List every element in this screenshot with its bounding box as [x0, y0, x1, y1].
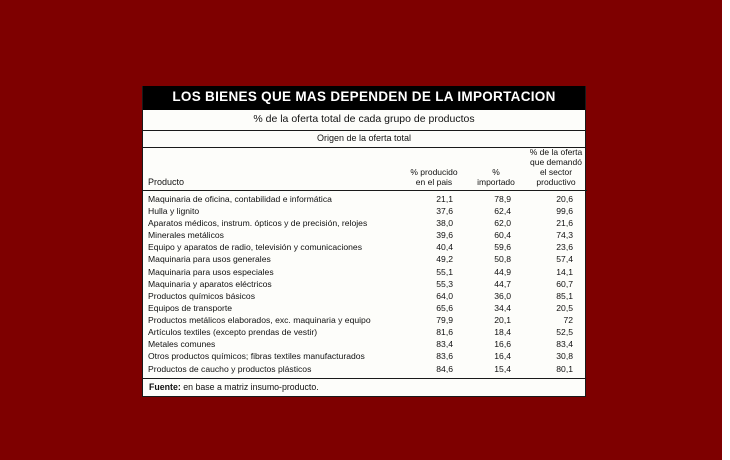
cell-value: 83,6 — [436, 351, 453, 362]
cell-value: 37,6 — [436, 205, 453, 216]
cell-product: Maquinaria y aparatos eléctricos — [148, 278, 272, 289]
col-header-demanded — [525, 168, 587, 191]
cell-value: 30,8 — [556, 351, 573, 362]
cell-value: 44,7 — [494, 278, 511, 289]
cell-product: Minerales metálicos — [148, 230, 224, 241]
header-row — [143, 168, 587, 191]
cell-product: Metales comunes — [148, 339, 216, 350]
cell-value: 74,3 — [556, 230, 573, 241]
data-table — [143, 148, 587, 378]
table-row — [143, 206, 587, 218]
col-demanded-line1: % de la oferta — [529, 147, 583, 158]
col-demanded-line4: productivo — [536, 176, 576, 187]
table-row — [143, 290, 587, 302]
cell-value: 64,0 — [436, 290, 453, 301]
cell-value: 20,1 — [494, 315, 511, 326]
cell-value: 81,6 — [436, 327, 453, 338]
statistics-table-card — [142, 86, 586, 397]
page-title: LOS BIENES QUE MAS DEPENDEN DE LA IMPORTACION — [143, 86, 585, 110]
table-row — [143, 351, 587, 363]
table-row — [143, 339, 587, 351]
cell-value: 16,4 — [494, 351, 511, 362]
column-group-header: Origen de la oferta total — [143, 131, 585, 148]
cell-product: Maquinaria de oficina, contabilidad e informática — [148, 193, 332, 204]
table-row — [143, 327, 587, 339]
cell-value: 78,9 — [494, 193, 511, 204]
col-header-produced — [401, 168, 467, 191]
table-row — [143, 191, 587, 206]
cell-product: Artículos textiles (excepto prendas de vestir) — [148, 327, 318, 338]
cell-product: Maquinaria para usos generales — [148, 254, 271, 265]
cell-product: Productos metálicos elaborados, exc. maquinaria y equipo — [148, 315, 371, 326]
source-text: en base a matriz insumo-producto. — [180, 381, 319, 392]
cell-value: 60,7 — [556, 278, 573, 289]
table-row — [143, 303, 587, 315]
table-subtitle: % de la oferta total de cada grupo de productos — [143, 110, 585, 132]
col-produced-line1: % producido — [410, 166, 458, 177]
cell-product: Equipos de transporte — [148, 302, 233, 313]
cell-product: Hulla y lignito — [148, 205, 200, 216]
cell-product: Otros productos químicos; fibras textiles manufacturados — [148, 351, 365, 362]
cell-value: 65,6 — [436, 302, 453, 313]
cell-value: 83,4 — [556, 339, 573, 350]
table-row — [143, 315, 587, 327]
cell-value: 83,4 — [436, 339, 453, 350]
cell-value: 15,4 — [494, 363, 511, 374]
cell-value: 59,6 — [494, 242, 511, 253]
cell-product: Equipo y aparatos de radio, televisión y comunicaciones — [148, 242, 363, 253]
cell-value: 16,6 — [494, 339, 511, 350]
cell-value: 21,6 — [556, 218, 573, 229]
col-demanded-line2: que demandó — [530, 157, 582, 168]
cell-product: Aparatos médicos, instrum. ópticos y de precisión, relojes — [148, 218, 368, 229]
table-body — [143, 191, 587, 378]
cell-value: 72 — [563, 315, 573, 326]
cell-value: 60,4 — [494, 230, 511, 241]
cell-value: 55,1 — [436, 266, 453, 277]
cell-value: 20,6 — [556, 193, 573, 204]
cell-value: 39,6 — [436, 230, 453, 241]
cell-value: 40,4 — [436, 242, 453, 253]
col-imported-line1: % — [492, 166, 500, 177]
table-row — [143, 230, 587, 242]
cell-value: 18,4 — [494, 327, 511, 338]
table-row — [143, 218, 587, 230]
cell-value: 85,1 — [556, 290, 573, 301]
cell-value: 44,9 — [494, 266, 511, 277]
cell-product: Productos de caucho y productos plásticos — [148, 363, 312, 374]
cell-product: Productos químicos básicos — [148, 290, 255, 301]
table-head — [143, 148, 587, 191]
cell-product: Maquinaria para usos especiales — [148, 266, 274, 277]
cell-value: 23,6 — [556, 242, 573, 253]
cell-value: 79,9 — [436, 315, 453, 326]
col-produced-line2: en el pais — [415, 176, 453, 187]
table-row — [143, 278, 587, 290]
cell-value: 99,6 — [556, 205, 573, 216]
cell-value: 38,0 — [436, 218, 453, 229]
source-note — [143, 378, 585, 396]
col-demanded-line3: el sector — [539, 166, 573, 177]
cell-value: 62,4 — [494, 205, 511, 216]
table-row — [143, 242, 587, 254]
table-row — [143, 363, 587, 378]
cell-value: 21,1 — [436, 193, 453, 204]
source-label: Fuente: — [149, 381, 181, 392]
cell-value: 20,5 — [556, 302, 573, 313]
header-spacer-row — [143, 148, 587, 168]
table-row — [143, 266, 587, 278]
cell-value: 36,0 — [494, 290, 511, 301]
cell-value: 50,8 — [494, 254, 511, 265]
cell-value: 34,4 — [494, 302, 511, 313]
cell-value: 49,2 — [436, 254, 453, 265]
col-imported-line2: importado — [477, 176, 515, 187]
cell-value: 80,1 — [556, 363, 573, 374]
col-header-imported — [467, 168, 525, 191]
cell-value: 55,3 — [436, 278, 453, 289]
cell-value: 84,6 — [436, 363, 453, 374]
cell-value: 52,5 — [556, 327, 573, 338]
cell-value: 57,4 — [556, 254, 573, 265]
cell-value: 62,0 — [494, 218, 511, 229]
table-row — [143, 254, 587, 266]
col-header-product: Producto — [143, 168, 401, 191]
cell-value: 14,1 — [556, 266, 573, 277]
